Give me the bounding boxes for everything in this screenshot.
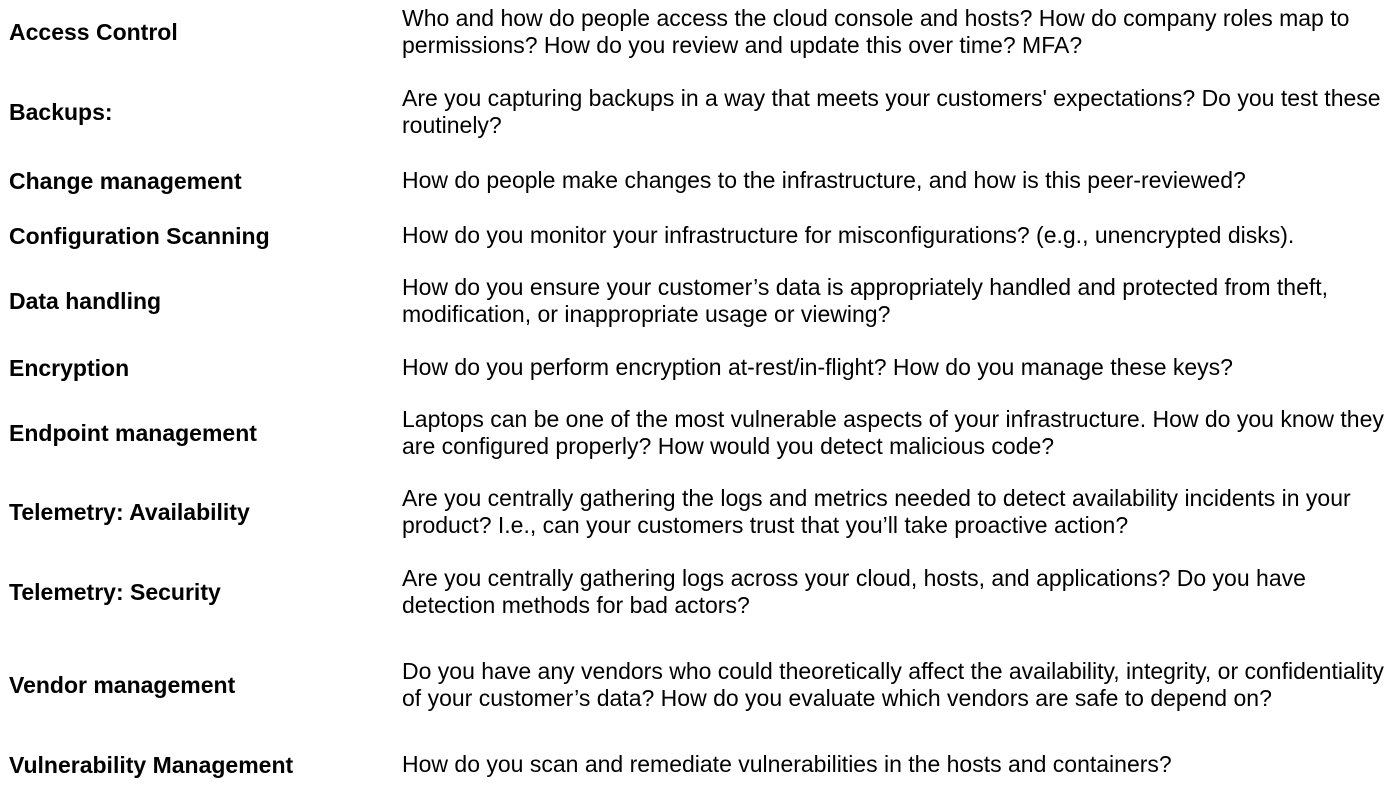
topic-label: Change management: [9, 167, 242, 194]
question-text: Are you centrally gathering logs across your cloud, hosts, and applications? Do you have detection methods for bad actors?: [402, 564, 1306, 618]
table-row: [0, 4, 1400, 60]
topic-label: Endpoint management: [9, 419, 257, 446]
topic-label: Telemetry: Availability: [9, 498, 250, 525]
table-row: [0, 484, 1400, 540]
table-row: [0, 273, 1400, 329]
question-text: Laptops can be one of the most vulnerable aspects of your infrastructure. How do you know they are configured properly? How would you detect malicious code?: [402, 405, 1384, 459]
table-row: [0, 221, 1400, 251]
question-text: How do you monitor your infrastructure for misconfigurations? (e.g., unencrypted disks).: [402, 222, 1295, 249]
question-text: Who and how do people access the cloud console and hosts? How do company roles map to permissions? How do you review and update this over time? MFA?: [402, 4, 1350, 58]
topic-label: Access Control: [9, 18, 178, 45]
question-text: How do you scan and remediate vulnerabilities in the hosts and containers?: [402, 751, 1172, 778]
topic-label: Backups:: [9, 98, 113, 125]
question-text: How do you ensure your customer’s data is appropriately handled and protected from theft, modification, or inappropriate usage or viewing?: [402, 273, 1329, 327]
question-text: How do people make changes to the infrastructure, and how is this peer-reviewed?: [402, 167, 1246, 194]
table-row: [0, 166, 1400, 196]
table-row: [0, 353, 1400, 383]
topic-label: Vendor management: [9, 671, 236, 698]
topic-label: Encryption: [9, 354, 130, 381]
topic-label: Configuration Scanning: [9, 222, 270, 249]
topic-label: Vulnerability Management: [9, 751, 294, 778]
topic-label: Telemetry: Security: [9, 578, 221, 605]
question-text: How do you perform encryption at-rest/in-flight? How do you manage these keys?: [402, 354, 1233, 381]
table-row: [0, 564, 1400, 620]
table-row: [0, 405, 1400, 461]
question-text: Do you have any vendors who could theoretically affect the availability, integrity, or confidentiality of your customer’s data? How do you evaluate which vendors are safe to depend on?: [402, 657, 1384, 711]
topic-label: Data handling: [9, 287, 162, 314]
table-row: [0, 750, 1400, 780]
question-text: Are you capturing backups in a way that meets your customers' expectations? Do you test these routinely?: [402, 84, 1381, 138]
question-text: Are you centrally gathering the logs and metrics needed to detect availability incidents in your product? I.e., can your customers trust that you’ll take proactive action?: [402, 484, 1351, 538]
table-row: [0, 84, 1400, 140]
table-row: [0, 643, 1400, 727]
